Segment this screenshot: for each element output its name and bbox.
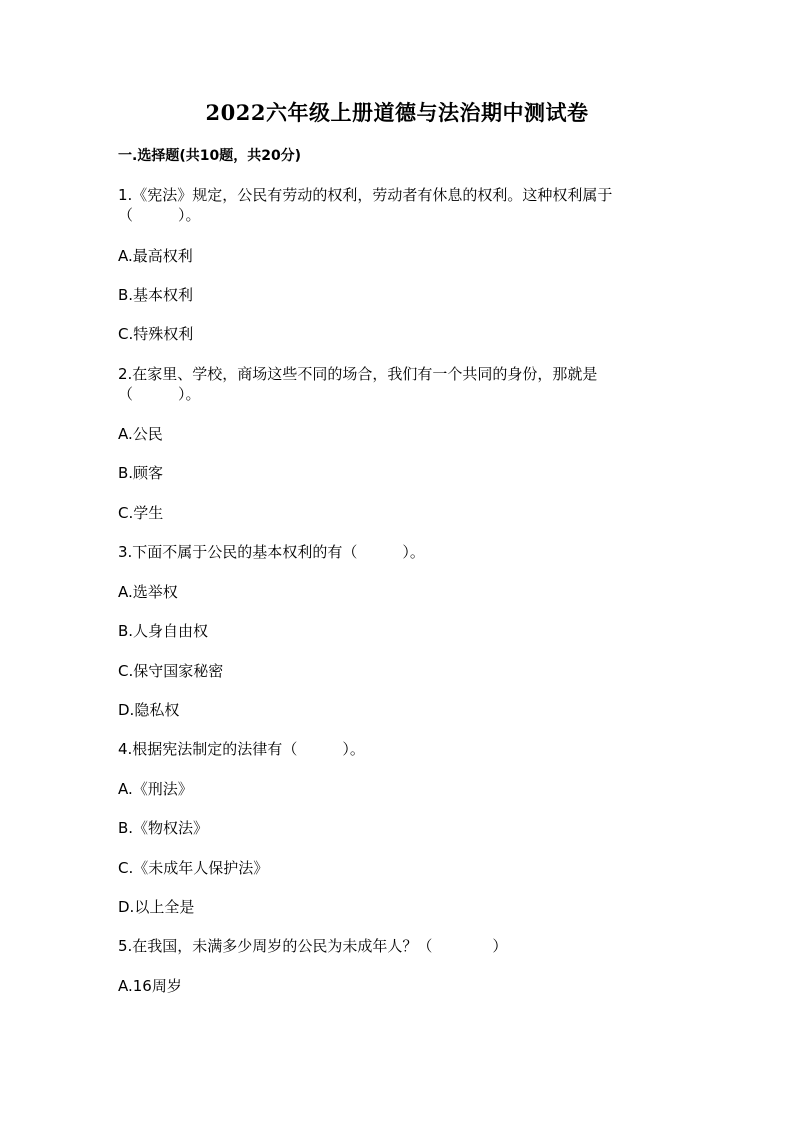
question-4-option-d: D.以上全是: [118, 898, 195, 916]
question-3-option-d: D.隐私权: [118, 701, 180, 719]
question-2-stem-cont: （ ）。: [118, 385, 201, 403]
question-1-stem-cont: （ ）。: [118, 206, 201, 224]
question-5-stem: 5.在我国，未满多少周岁的公民为未成年人？（ ）: [118, 937, 508, 955]
question-1-stem: 1.《宪法》规定，公民有劳动的权利，劳动者有休息的权利。这种权利属于: [118, 186, 613, 204]
question-3-option-b: B.人身自由权: [118, 622, 209, 640]
question-4-option-b: B.《物权法》: [118, 819, 209, 837]
question-4-option-a: A.《刑法》: [118, 780, 193, 798]
question-2-stem: 2.在家里、学校，商场这些不同的场合，我们有一个共同的身份，那就是: [118, 365, 598, 383]
question-2-option-c: C.学生: [118, 504, 164, 522]
question-2-option-a: A.公民: [118, 425, 163, 443]
question-2-option-b: B.顾客: [118, 464, 164, 482]
question-5-option-a: A.16周岁: [118, 977, 182, 995]
question-4-option-c: C.《未成年人保护法》: [118, 859, 269, 877]
question-1-option-b: B.基本权利: [118, 286, 194, 304]
question-3-option-c: C.保守国家秘密: [118, 662, 224, 680]
question-3-option-a: A.选举权: [118, 583, 178, 601]
question-1-option-a: A.最高权利: [118, 247, 193, 265]
question-3-stem: 3.下面不属于公民的基本权利的有（ ）。: [118, 543, 425, 561]
question-4-stem: 4.根据宪法制定的法律有（ ）。: [118, 740, 365, 758]
page-title: 2022六年级上册道德与法治期中测试卷: [205, 100, 589, 125]
section-heading: 一.选择题(共10题，共20分): [118, 148, 302, 164]
question-1-option-c: C.特殊权利: [118, 325, 194, 343]
